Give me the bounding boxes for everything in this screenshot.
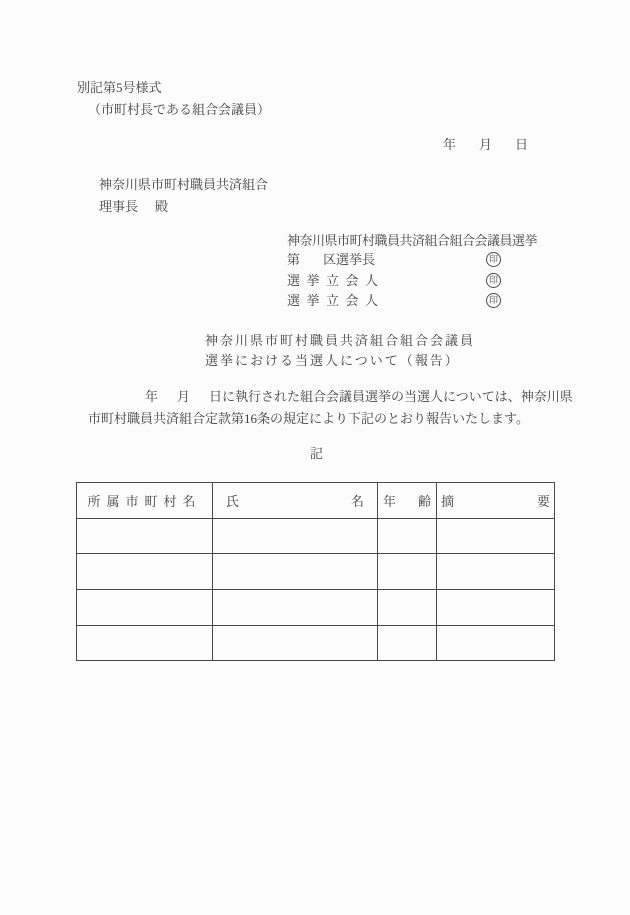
table-cell-empty xyxy=(378,518,437,554)
table-cell-empty xyxy=(213,518,378,554)
seal-icon: 印 xyxy=(486,252,501,267)
election-officials-heading: 神奈川県市町村職員共済組合組合会議員選挙 xyxy=(287,233,538,248)
table-cell-empty xyxy=(378,590,437,626)
date-month-label: 月 xyxy=(478,137,492,152)
table-cell-empty xyxy=(437,590,555,626)
table-cell-empty xyxy=(213,590,378,626)
header-cell-age xyxy=(378,483,437,519)
table-cell-empty xyxy=(213,554,378,590)
witness-label: 選挙立会人 xyxy=(287,272,385,288)
seal-icon: 印 xyxy=(486,273,501,288)
date-day-label: 日 xyxy=(514,137,528,152)
table-row xyxy=(77,554,555,590)
table-row xyxy=(77,590,555,626)
header-name-right: 名 xyxy=(350,493,364,509)
election-witness-row xyxy=(287,293,501,308)
table-cell-empty xyxy=(77,625,213,661)
chief-district-prefix: 第 xyxy=(287,252,301,267)
table-cell-empty xyxy=(77,518,213,554)
seal-icon: 印 xyxy=(486,293,501,308)
addressee-title: 理事長 xyxy=(99,199,139,214)
body-month-label: 月 xyxy=(177,389,191,404)
addressee-honorific: 殿 xyxy=(155,199,169,214)
table-cell-empty xyxy=(437,625,555,661)
subject-title-line2: 選挙における当選人について（報告） xyxy=(205,352,460,368)
table-cell-empty xyxy=(378,625,437,661)
record-marker: 記 xyxy=(310,446,324,461)
election-witness-row xyxy=(287,273,501,288)
header-cell-name xyxy=(213,483,378,519)
body-line1-text: 日に執行された組合会議員選挙の当選人については、神奈川県 xyxy=(209,389,573,404)
addressee-organization: 神奈川県市町村職員共済組合 xyxy=(99,177,269,192)
table-header-row xyxy=(77,483,555,519)
table-cell-empty xyxy=(77,590,213,626)
table-cell-empty xyxy=(378,554,437,590)
table-row xyxy=(77,625,555,661)
date-line xyxy=(443,137,528,152)
election-chief-label xyxy=(287,252,375,267)
header-age-right: 齢 xyxy=(417,493,431,509)
winners-table xyxy=(76,482,555,661)
winners-table-body xyxy=(77,518,555,661)
subject-title xyxy=(205,331,475,370)
date-year-label: 年 xyxy=(443,137,457,152)
body-year-label: 年 xyxy=(145,389,159,404)
header-cell-municipality: 所属市町村名 xyxy=(77,483,213,519)
header-cell-remarks xyxy=(437,483,555,519)
header-remarks-right: 要 xyxy=(536,493,550,509)
election-chief-row xyxy=(287,252,501,267)
body-paragraph-line2: 市町村職員共済組合定款第16条の規定により下記のとおり報告いたします。 xyxy=(88,411,529,426)
table-row xyxy=(77,518,555,554)
header-name-left: 氏 xyxy=(226,493,240,509)
body-paragraph-line1 xyxy=(145,389,573,404)
form-target-note: （市町村長である組合会議員） xyxy=(88,102,271,117)
witness-label: 選挙立会人 xyxy=(287,292,385,308)
table-cell-empty xyxy=(437,518,555,554)
header-age-left: 年 xyxy=(383,493,397,509)
subject-title-line1: 神奈川県市町村職員共済組合組合会議員 xyxy=(205,333,476,348)
form-number: 別記第5号様式 xyxy=(77,80,162,95)
table-cell-empty xyxy=(77,554,213,590)
table-cell-empty xyxy=(437,554,555,590)
chief-district-suffix: 区選挙長 xyxy=(323,252,376,267)
header-remarks-left: 摘 xyxy=(441,493,455,509)
addressee-title-line xyxy=(99,199,168,214)
table-cell-empty xyxy=(213,625,378,661)
